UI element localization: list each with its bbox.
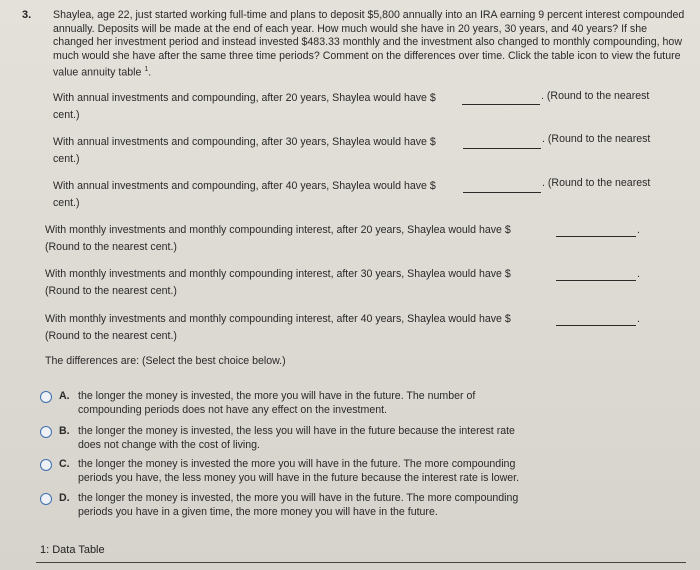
- field-label-monthly-30: With monthly investments and monthly compounding interest, after 30 years, Shaylea would have $: [45, 268, 511, 280]
- field-label-annual-30: With annual investments and compounding, after 30 years, Shaylea would have $: [53, 136, 436, 148]
- choice-text-line2: does not change with the cost of living.: [78, 438, 260, 451]
- choice-text-line1: the longer the money is invested, the more you will have in the future. The more compounding: [78, 492, 519, 504]
- answer-input-monthly-20[interactable]: [556, 236, 636, 237]
- choice-text: [78, 390, 628, 417]
- choice-text-line1: the longer the money is invested the more you will have in the future. The more compounding: [78, 458, 516, 470]
- choice-letter: C.: [59, 458, 70, 470]
- answer-input-annual-20[interactable]: [462, 104, 540, 105]
- choice-text: [78, 425, 628, 452]
- answer-input-monthly-40[interactable]: [556, 325, 636, 326]
- field-suffix-annual-30: . (Round to the nearest: [542, 133, 651, 145]
- field-suffix-monthly-20: .: [637, 224, 640, 236]
- choice-text-line1: the longer the money is invested, the less you will have in the future because the interest rate: [78, 425, 515, 437]
- radio-button-c[interactable]: [40, 459, 52, 471]
- field-suffix-monthly-40: .: [637, 313, 640, 325]
- field-wrap-monthly-40: (Round to the nearest cent.): [45, 330, 177, 342]
- field-wrap-annual-20: cent.): [53, 109, 80, 121]
- field-suffix-monthly-30: .: [637, 268, 640, 280]
- choice-text-line1: the longer the money is invested, the more you will have in the future. The number of: [78, 390, 476, 402]
- data-table-footnote[interactable]: 1: Data Table: [40, 544, 105, 556]
- field-suffix-annual-20: . (Round to the nearest: [541, 90, 650, 102]
- footer-divider: [36, 562, 686, 563]
- field-wrap-annual-40: cent.): [53, 197, 80, 209]
- radio-button-a[interactable]: [40, 391, 52, 403]
- field-wrap-monthly-30: (Round to the nearest cent.): [45, 285, 177, 297]
- problem-statement: [53, 9, 688, 81]
- choice-text-line2: periods you have in a given time, the more money you will have in the future.: [78, 505, 438, 518]
- choice-letter: B.: [59, 425, 70, 437]
- answer-input-monthly-30[interactable]: [556, 280, 636, 281]
- choice-text-line2: compounding periods does not have any effect on the investment.: [78, 403, 387, 416]
- choice-letter: A.: [59, 390, 70, 402]
- field-label-monthly-20: With monthly investments and monthly compounding interest, after 20 years, Shaylea would have $: [45, 224, 511, 236]
- field-suffix-annual-40: . (Round to the nearest: [542, 177, 651, 189]
- field-label-monthly-40: With monthly investments and monthly compounding interest, after 40 years, Shaylea would have $: [45, 313, 511, 325]
- problem-text-end: .: [148, 66, 152, 79]
- choice-text: [78, 492, 628, 519]
- field-label-annual-40: With annual investments and compounding, after 40 years, Shaylea would have $: [53, 180, 436, 192]
- differences-prompt: The differences are: (Select the best choice below.): [45, 355, 286, 367]
- field-wrap-annual-30: cent.): [53, 153, 80, 165]
- choice-text: [78, 458, 628, 485]
- choice-letter: D.: [59, 492, 70, 504]
- answer-input-annual-40[interactable]: [463, 192, 541, 193]
- field-label-annual-20: With annual investments and compounding, after 20 years, Shaylea would have $: [53, 92, 436, 104]
- table-icon-link[interactable]: 1: [144, 66, 149, 74]
- problem-text: Shaylea, age 22, just started working full-time and plans to deposit $5,800 annually into an IRA earning 9 percent interest compounded annually. Deposits will be made at the end of each year. How much would she have in 20 years, 30 years, and 40 years? If she changed her investment period and instead invested $483.33 monthly and the investment also changed to monthly compounding, how much would she have after the same three time periods? Comment on the differences over time. Click the table icon to view the future value annuity table: [53, 9, 685, 79]
- answer-input-annual-30[interactable]: [463, 148, 541, 149]
- radio-button-d[interactable]: [40, 493, 52, 505]
- question-number: 3.: [22, 9, 32, 21]
- choice-text-line2: periods you have, the less money you will have in the future because the interest rate is lower.: [78, 471, 520, 484]
- radio-button-b[interactable]: [40, 426, 52, 438]
- field-wrap-monthly-20: (Round to the nearest cent.): [45, 241, 177, 253]
